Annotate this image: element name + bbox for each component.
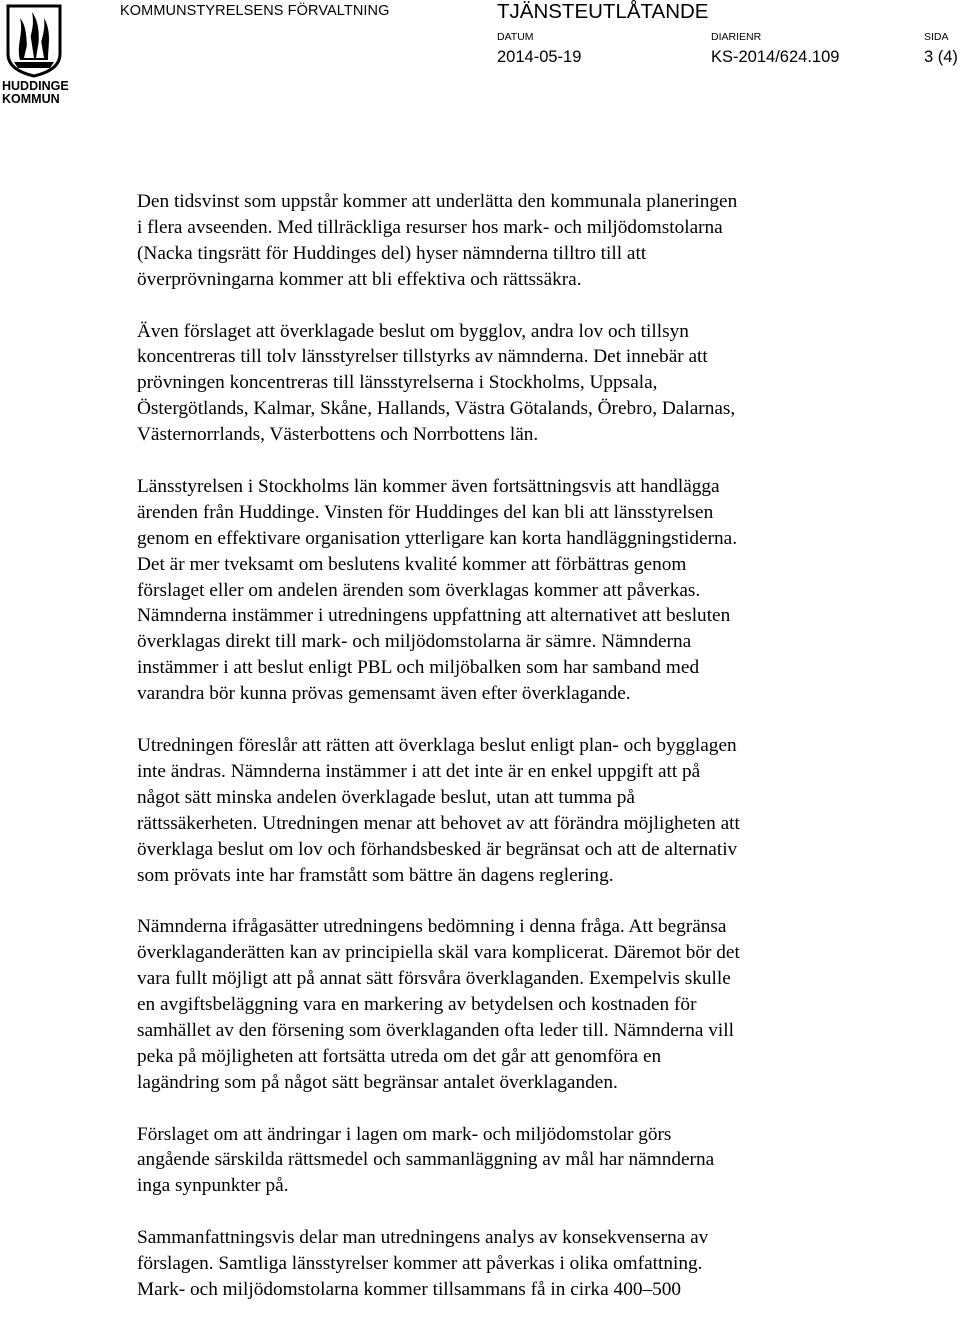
text-line: överklaganderätten kan av principiella skäl vara komplicerat. Däremot bör det — [137, 942, 740, 964]
text-line: rättssäkerheten. Utredningen menar att behovet av att förändra möjligheten att — [137, 812, 740, 834]
text-line: i flera avseenden. Med tillräckliga resurser hos mark- och miljödomstolarna — [137, 216, 723, 238]
text-line: Östergötlands, Kalmar, Skåne, Hallands, Västra Götalands, Örebro, Dalarnas, — [137, 398, 736, 420]
text-line: koncentreras till tolv länsstyrelser tillstyrks av nämnderna. Det innebär att — [137, 346, 708, 368]
text-line: något sätt minska andelen överklagade beslut, utan att tumma på — [137, 786, 635, 808]
text-line: inga synpunkter på. — [137, 1175, 289, 1197]
text-line: inte ändras. Nämnderna instämmer i att det inte är en enkel uppgift att på — [137, 760, 701, 782]
municipality-logo — [0, 0, 68, 108]
page-number: 3 (4) — [924, 48, 958, 66]
paragraph — [137, 189, 857, 293]
text-line: Mark- och miljödomstolarna kommer tillsammans få in cirka 400–500 — [137, 1278, 682, 1300]
paragraph — [137, 1225, 857, 1303]
text-line: genom en effektivare organisation ytterligare kan korta handläggningstiderna. — [137, 527, 738, 549]
text-line: prövningen koncentreras till länsstyrelserna i Stockholms, Uppsala, — [137, 372, 658, 394]
paragraph — [137, 733, 857, 888]
text-line: Västernorrlands, Västerbottens och Norrbottens län. — [137, 424, 539, 446]
paragraph — [137, 319, 857, 449]
text-line: Förslaget om att ändringar i lagen om mark- och miljödomstolar görs — [137, 1123, 672, 1145]
text-line: (Nacka tingsrätt för Huddinges del) hyser nämnderna tilltro till att — [137, 242, 647, 264]
text-line: angående särskilda rättsmedel och sammanläggning av mål har nämnderna — [137, 1149, 715, 1171]
text-line: som prövats inte har framstått som bättre än dagens reglering. — [137, 864, 614, 886]
text-line: Även förslaget att överklagade beslut om bygglov, andra lov och tillsyn — [137, 320, 689, 342]
paragraph — [137, 1122, 857, 1200]
huddinge-crest-icon — [6, 4, 62, 78]
text-line: samhället av den försening som överklaganden ofta leder till. Nämnderna vill — [137, 1019, 734, 1041]
registration-value: KS-2014/624.109 — [711, 48, 840, 66]
text-line: överklaga beslut om lov och förhandsbesked är begränsat och att de alternativ — [137, 838, 738, 860]
text-line: Nämnderna instämmer i utredningens uppfattning att alternativet att besluten — [137, 605, 731, 627]
text-line: Det är mer tveksamt om beslutens kvalité kommer att förbättras genom — [137, 553, 687, 575]
date-value: 2014-05-19 — [497, 48, 582, 66]
text-line: lagändring som på något sätt begränsar antalet överklaganden. — [137, 1071, 618, 1093]
text-line: en avgiftsbeläggning vara en markering av betydelsen och kostnaden för — [137, 994, 697, 1016]
document-type: TJÄNSTEUTLÅTANDE — [497, 0, 709, 23]
text-line: Länsstyrelsen i Stockholms län kommer även fortsättningsvis att handlägga — [137, 475, 720, 497]
paragraph — [137, 474, 857, 707]
logo-text-line-1: HUDDINGE — [2, 79, 69, 93]
registration-label: DIARIENR — [711, 31, 762, 43]
text-line: Den tidsvinst som uppstår kommer att underlätta den kommunala planeringen — [137, 191, 738, 212]
text-line: varandra bör kunna prövas gemensamt även efter överklagande. — [137, 683, 631, 705]
page-label: SIDA — [924, 31, 949, 43]
document-body — [137, 189, 857, 1329]
paragraph — [137, 914, 857, 1095]
text-line: Nämnderna ifrågasätter utredningens bedömning i denna fråga. Att begränsa — [137, 916, 727, 938]
text-line: Sammanfattningsvis delar man utredningens analys av konsekvenserna av — [137, 1227, 709, 1249]
text-line: vara fullt möjligt att på annat sätt försvåra överklaganden. Exempelvis skulle — [137, 968, 731, 990]
organization-name: KOMMUNSTYRELSENS FÖRVALTNING — [120, 3, 390, 19]
text-line: förslaget eller om andelen ärenden som överklagas kommer att påverkas. — [137, 579, 701, 601]
text-line: förslagen. Samtliga länsstyrelser kommer att påverkas i olika omfattning. — [137, 1253, 703, 1275]
text-line: överklagas direkt till mark- och miljödomstolarna är sämre. Nämnderna — [137, 631, 692, 653]
text-line: ärenden från Huddinge. Vinsten för Huddinges del kan bli att länsstyrelsen — [137, 501, 714, 523]
text-line: instämmer i att beslut enligt PBL och miljöbalken som har samband med — [137, 657, 700, 679]
text-line: peka på möjligheten att fortsätta utreda om det går att genomföra en — [137, 1045, 662, 1067]
date-label: DATUM — [497, 31, 534, 43]
text-line: Utredningen föreslår att rätten att överklaga beslut enligt plan- och bygglagen — [137, 734, 737, 756]
logo-text-line-2: KOMMUN — [2, 92, 60, 106]
text-line: överprövningarna kommer att bli effektiva och rättssäkra. — [137, 268, 582, 290]
